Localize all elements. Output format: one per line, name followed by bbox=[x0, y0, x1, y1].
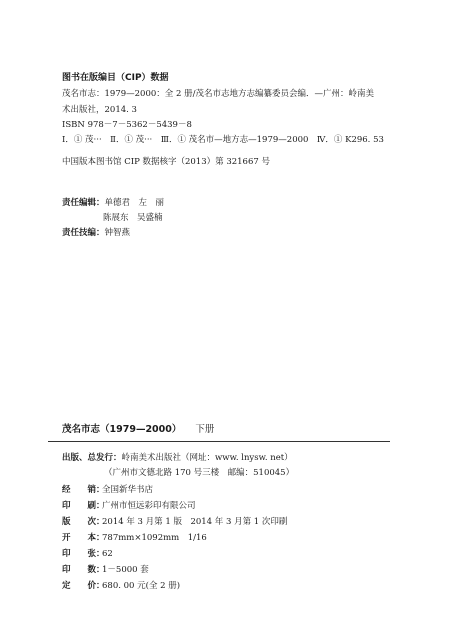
pub-row-printing bbox=[62, 499, 196, 511]
print-run-value: 1－5000 套 bbox=[102, 565, 149, 575]
cip-classification: Ⅰ．① 茂··· Ⅱ．① 茂··· Ⅲ．① 茂名市—地方志—1979—2000 Ⅳ．① K296. 53 bbox=[62, 135, 384, 145]
distribution-value: 全国新华书店 bbox=[102, 485, 154, 495]
sheets-value: 62 bbox=[102, 549, 113, 559]
book-title: 茂名市志（1979—2000） bbox=[62, 424, 182, 435]
printing-value: 广州市恒远彩印有限公司 bbox=[102, 501, 196, 511]
responsible-editors-line-1: 单德君 左 丽 bbox=[104, 198, 165, 208]
pub-row-distribution bbox=[62, 483, 153, 495]
pub-row-sheets bbox=[62, 547, 113, 559]
responsible-editor-row bbox=[62, 196, 164, 208]
responsible-editor-label: 责任编辑： bbox=[62, 198, 105, 208]
price-label: 定 价： bbox=[62, 581, 105, 591]
price-value: 680. 00 元(全 2 册) bbox=[102, 581, 181, 591]
publisher-label: 出版、总发行： bbox=[62, 453, 122, 463]
book-volume: 下册 bbox=[195, 424, 215, 435]
format-label: 开 本： bbox=[62, 533, 105, 543]
publisher-address: （广州市文德北路 170 号三楼 邮编：510045） bbox=[104, 468, 295, 478]
printing-label: 印 刷： bbox=[62, 501, 105, 511]
technical-editor-label: 责任技编： bbox=[62, 228, 105, 238]
cip-heading: 图书在版编目（CIP）数据 bbox=[62, 73, 169, 83]
edition-label: 版 次： bbox=[62, 517, 105, 527]
format-value: 787mm×1092mm 1/16 bbox=[102, 533, 207, 543]
distribution-label: 经 销： bbox=[62, 485, 105, 495]
technical-editor-row bbox=[62, 226, 130, 238]
title-divider bbox=[48, 441, 390, 442]
pub-row-edition bbox=[62, 515, 287, 527]
pub-row-format bbox=[62, 531, 207, 543]
cip-line-2: 术出版社，2014. 3 bbox=[62, 105, 137, 115]
cip-isbn: ISBN 978－7－5362－5439－8 bbox=[62, 120, 192, 130]
responsible-editors-line-2: 陈展东 吴盛楠 bbox=[103, 213, 163, 223]
technical-editor-name: 钟智燕 bbox=[104, 228, 131, 238]
cip-line-1: 茂名市志：1979—2000：全 2 册/茂名市志地方志编纂委员会编．—广州：岭南美 bbox=[62, 89, 374, 99]
book-title-row bbox=[62, 421, 214, 435]
publisher-name: 岭南美术出版社（网址：www. lnysw. net） bbox=[121, 453, 293, 463]
print-run-label: 印 数： bbox=[62, 565, 105, 575]
cip-library-note: 中国版本图书馆 CIP 数据核字（2013）第 321667 号 bbox=[62, 157, 270, 167]
sheets-label: 印 张： bbox=[62, 549, 105, 559]
pub-row-print-run bbox=[62, 563, 149, 575]
publisher-row bbox=[62, 451, 293, 463]
pub-row-price bbox=[62, 579, 180, 591]
edition-value: 2014 年 3 月第 1 版 2014 年 3 月第 1 次印刷 bbox=[102, 517, 288, 527]
